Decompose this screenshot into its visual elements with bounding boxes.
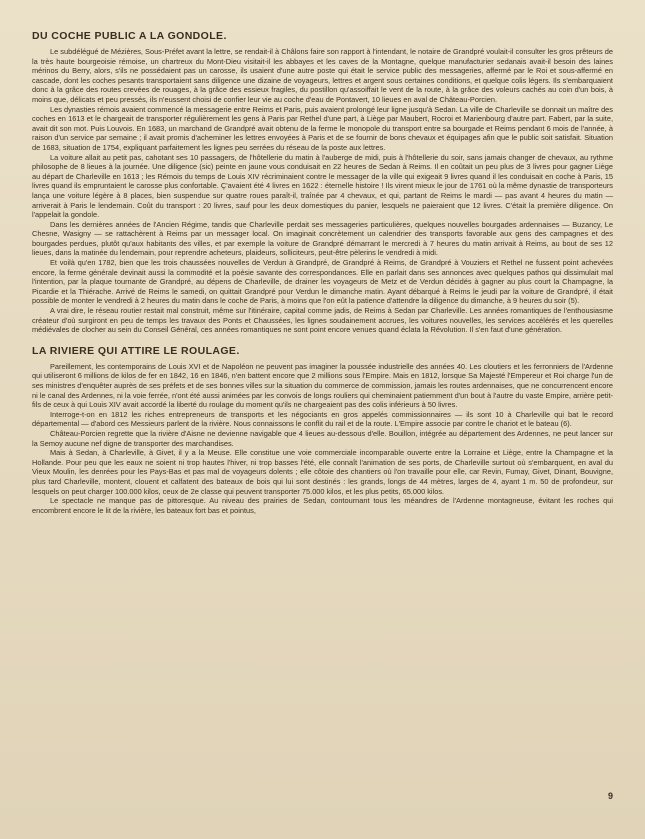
paragraph: Château-Porcien regrette que la rivière d'Aisne ne devienne navigable que 4 lieues au-dessous d'elle. Bouillon, intégrée au département des Ardennes, ne peut lancer sur la Semoy aucune nef digne de transporter des marchandises. (32, 428, 613, 448)
section-title-riviere: LA RIVIERE QUI ATTIRE LE ROULAGE. (32, 344, 240, 357)
paragraph: Les dynasties rémois avaient commencé la messagerie entre Reims et Paris, puis avaient prolongé leur ligne jusqu'à Sedan. La ville de Charleville se donnait un maître des coches en 1613 et le chargeait de transporter régulièrement les gens à Paris par Rethel d'une part, à Liège par Maubert, Rocroi et Marienbourg d'autre part. Fabert, par la suite, avait dit son mot. Puis Louvois. En 1683, un marchand de Grandpré avait obtenu de la ferme le monopole du transport entre sa bourgade et Reims pendant 6 mois de l'année, à raison d'un service par semaine ; il avait promis d'acheminer les lettres envoyées à Paris et de se fournir de bons chevaux et équipages afin que le public soit satisfait. Situation de 1683, situation de 1754, expliquant parfaitement les lignes peu serrées du réseau de la poste aux lettres. (32, 104, 613, 152)
paragraph: Dans les dernières années de l'Ancien Régime, tandis que Charleville perdait ses messageries particulières, quelques nouvelles bourgades ardennaises — Buzancy, Le Chesne, Wasigny — se rattachèrent à Reims par un messager local. On imaginait concrètement un calendrier des transports favorable aux gens des campagnes et des bourgades perdues, plutôt qu'aux habitants des villes, et par exemple la voiture de Grandpré démarrant le mercredi à 7 heures du matin arrivait à Reims, au bout de ses 12 lieues, dans la matinée du lendemain, pour reprendre acheteurs, plaideurs, solliciteurs, peut-être pèlerins le vendredi à midi. (32, 219, 613, 258)
paragraph: Le subdélégué de Mézières, Sous-Préfet avant la lettre, se rendait-il à Châlons faire son rapport à l'intendant, le notaire de Grandpré voulait-il consulter les gros prêteurs de la très haute bourgeoisie rémoise, un chartreux du Mont-Dieu visitait-il les abbayes et les caves de la Montagne, quelque manufacturier sedanais avait-il besoin des laines mérinos du Berry, alors, s'ils ne possédaient pas un carosse, ils usaient d'une autre poste qui était le service public des messageries, affermé par le Roi et sous-affermé en cascade, dont les coches pesants transportaient sans diligence une dizaine de voyageurs, lettres et argent sous certaines conditions, et quelque colis légers. Ils s'embarquaient donc à la grâce des routes crevées de rouages, à la grâce des essieux fragiles, du postillon qu'assoiffait le vent de la route, à la grâce des voleurs cachés au coin d'un bois, à moins que, délicats et peu pressés, ils n'eussent choisi de confier leur vie au coche d'eau de Pontavert, 10 lieues en aval de Château-Porcien. (32, 47, 613, 104)
page-number: 9 (607, 791, 613, 801)
paragraph: A vrai dire, le réseau routier restait mal construit, même sur l'itinéraire, capital comme jadis, de Reims à Sedan par Charleville. Les années romantiques de l'enthousiasme créateur d'où surgiront en peu de temps les travaux des Ponts et Chaussées, les lignes soudainement accrues, les voitures nouvelles, les services accélérés et les querelles médiévales de clocher au sein du Conseil Général, ces années romantiques ne sont point encore venues quand éclata la Révolution. Il s'en faut d'une génération. (32, 306, 613, 335)
paragraph: Interroge-t-on en 1812 les riches entrepreneurs de transports et les négociants en gros appelés commissionnaires — ils sont 10 à Charleville qui bat le record départemental — d'abord ces Messieurs parlent de la rivière. Nous connaissons le conflit du rail et de la route. L'Empire associe par contre le chariot et le bateau (6). (32, 409, 613, 429)
paragraph: Le spectacle ne manque pas de pittoresque. Au niveau des prairies de Sedan, contournant tous les méandres de l'Ardenne montagneuse, évitant les roches qui encombrent encore le lit de la rivière, les bateaux fort bas et pointus, (32, 496, 613, 515)
paragraph: Mais à Sedan, à Charleville, à Givet, il y a la Meuse. Elle constitue une voie commerciale incomparable ouverte entre la Lorraine et Liège, entre la Champagne et la Hollande. Pour peu que les eaux ne soient ni trop hautes l'hiver, ni trop basses l'été, elle connaît l'animation de ses ports, de Charleville surtout où s'embarquent, en aval du Vieux Moulin, les denrées pour les Pays-Bas et pas mal de voyageurs dolents ; elle côtoie des chantiers où l'on travaille pour elle, car Revin, Fumay, Givet, Dinant, Bouvigne, plus tard Charleville, montent, clouent et calfatent des bateaux de bois qui lui sont destinés : les grands, longs de 44 mètres, larges de 4, ayant 1 m. 50 de profondeur, sur lesquels on peut charger 100.000 kilos, ceux de 2e classe qui peuvent transporter 75.000 kilos, et les plus petits, 65.000 kilos. (32, 448, 613, 496)
paragraph: Et voilà qu'en 1782, bien que les trois chaussées nouvelles de Verdun à Grandpré, de Grandpré à Reims, de Grandpré à Vouziers et Rethel ne fussent point achevées encore, la ferme générale devinait aussi la commodité et la poésie savante des correspondances. Elle en parlait dans ses annonces avec quelques pathos qui dissimulait mal l'intention, par la plaque tournante de Grandpré, au dépens de Charleville, de drainer les voyageurs de Metz et de Verdun décidés à gagner au plus court la Champagne, la Picardie et la Thiérache. Arrivé de Reims le samedi, on quittait Grandpré pour Verdun le dimanche matin. Ayant débarqué à Reims le jeudi par la voiture de Grandpré, il était possible de monter le vendredi à 2 heures du matin dans le coche de Paris, à moins que l'on eût la patience d'attendre la diligence du dimanche, à 9 heures du soir (5). (32, 258, 613, 306)
paragraph: Pareillement, les contemporains de Louis XVI et de Napoléon ne peuvent pas imaginer la poussée industrielle des années 40. Les cloutiers et les ferronniers de l'Ardenne qui utiliseront 6 millions de kilos de fer en 1842, 16 en 1846, n'en battent encore que 2 millions sous l'Empire. Mais en 1812, lorsque Sa Majesté l'Empereur et Roi charge l'un de ses ministres d'enquêter auprès de ses préfets et de ses bonnes villes sur la situation du commerce de commission, jamais les routes ardennaises, que ne concurrencent encore ni le canal des Ardennes, ni la voie ferrée, n'ont été aussi animées par les convois de longs rouliers qui cheminaient patiemment d'un bout à l'autre du vaste Empire, arrière petit-fils de ceux à qui Louis XIV avait accordé la liberté du roulage du moment qu'ils ne chargeaient pas des colis inférieurs à 50 livres. (32, 361, 613, 410)
paragraph: La voiture allait au petit pas, cahotant ses 10 passagers, de l'hôtellerie du matin à l'auberge de midi, puis à l'hôtellerie du soir, sans jamais changer de chevaux, au rythme philosophe de 8 lieues à la journée. Une diligence (sic) peinte en jaune vous conduisait en 22 heures de Sedan à Reims. Il en coûtait un peu plus de 3 livres pour gagner Liège au départ de Charleville en 1613 ; les Rémois du temps de Louis XIV récriminaient contre le messager de la ville qui exigeait 9 livres quand il les conduisait en coche à Paris, 15 livres quand ils empruntaient le carosse plus confortable. Ç'avaient été 4 livres en 1622 : éternelle histoire ! Ils virent mieux le jour de 1761 où la même dynastie de transporteurs lança une voiture légère à 8 places, bien suspendue sur quatre roues paraît-il, traînée par 4 chevaux, et qui, partant de Reims le mardi — pas avant 4 heures du matin — arriverait à Paris le lendemain. Coût du transport : 20 livres, sauf pour les deux domestiques du panier, lesquels ne paieraient que 12 livres. C'était la première diligence. On l'appelait la gondole. (32, 152, 613, 220)
section-title-coche: DU COCHE PUBLIC A LA GONDOLE. (32, 30, 227, 42)
